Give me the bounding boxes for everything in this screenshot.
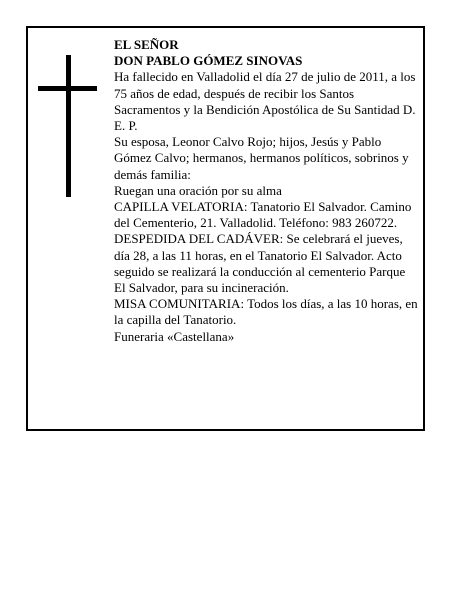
funeral-home: Funeraria «Castellana»: [114, 328, 235, 344]
deceased-name: DON PABLO GÓMEZ SINOVAS: [114, 53, 303, 69]
prayer-line: Ruegan una oración por su alma: [114, 182, 282, 198]
announcement-paragraph: Ha fallecido en Valladolid el día 27 de julio de 2011, a los 75 años de edad, después de recibir los Santos Sacramentos y la Bendición Apostólica de Su Santidad D. E. P.: [114, 69, 416, 134]
heading: EL SEÑOR: [114, 37, 179, 52]
cross-icon: [66, 55, 71, 197]
obituary-text: [114, 37, 419, 345]
cross-icon-bar: [38, 86, 97, 91]
farewell-paragraph: DESPEDIDA DEL CADÁVER: Se celebrará el jueves, día 28, a las 11 horas, en el Tanatorio El Salvador. Acto seguido se realizará la conducción al cementerio Parque El Salvador, para su incineración.: [114, 231, 406, 296]
family-paragraph: Su esposa, Leonor Calvo Rojo; hijos, Jesús y Pablo Gómez Calvo; hermanos, hermanos políticos, sobrinos y demás familia:: [114, 134, 409, 182]
chapel-paragraph: CAPILLA VELATORIA: Tanatorio El Salvador. Camino del Cementerio, 21. Valladolid. Teléfono: 983 260722.: [114, 199, 412, 231]
mass-paragraph: MISA COMUNITARIA: Todos los días, a las 10 horas, en la capilla del Tanatorio.: [114, 296, 418, 328]
